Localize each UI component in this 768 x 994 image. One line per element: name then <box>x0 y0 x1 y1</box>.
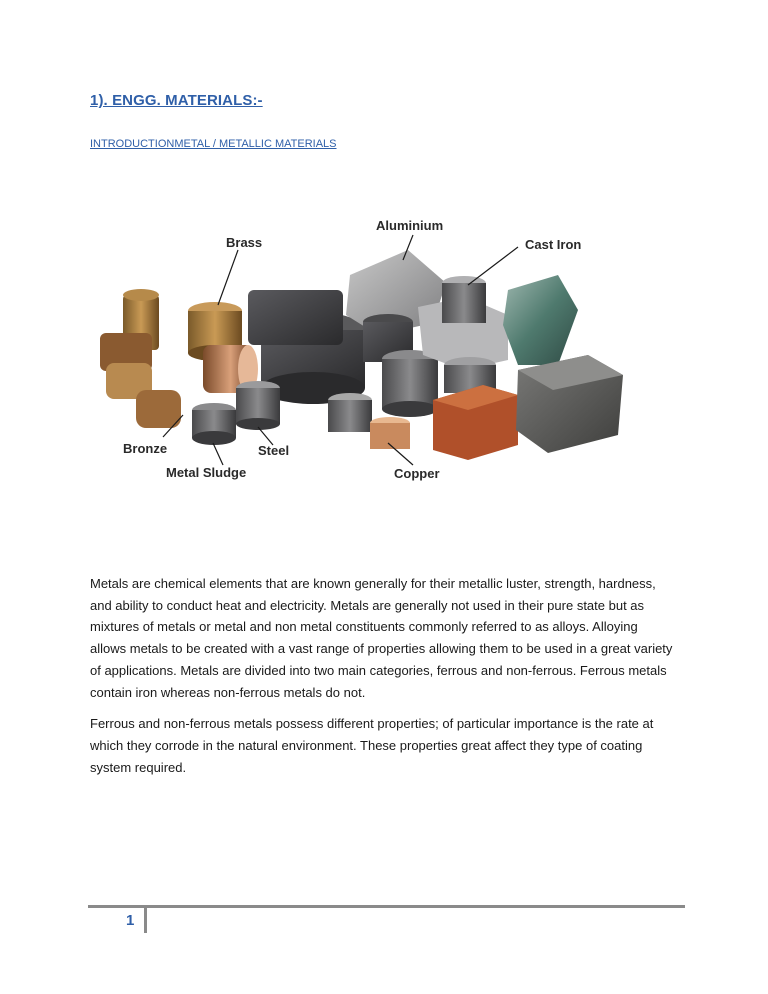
label-steel: Steel <box>258 443 290 458</box>
label-brass: Brass <box>226 235 263 250</box>
bronze-piece-3 <box>136 390 181 428</box>
brass-pointer <box>218 250 238 305</box>
footer-divider <box>144 908 147 933</box>
label-aluminium: Aluminium <box>376 218 444 233</box>
label-bronze: Bronze <box>123 441 168 456</box>
page-number: 1 <box>126 912 135 929</box>
body-text <box>90 573 675 778</box>
metals-figure <box>88 205 648 505</box>
metal-sludge-base <box>192 431 236 445</box>
cast-iron-block <box>503 275 578 365</box>
label-cast-iron: Cast Iron <box>525 237 582 252</box>
big-steel-cylinder-base <box>382 401 438 417</box>
grey-disc-body <box>328 400 372 432</box>
steel-cylinder-base <box>236 418 280 430</box>
cast-iron-cylinder-body <box>442 283 486 323</box>
label-metal-sludge: Metal Sludge <box>166 465 247 480</box>
label-copper: Copper <box>394 466 440 481</box>
paragraph-ferrous-properties: Ferrous and non-ferrous metals possess different properties; of particular importance is the rate at which they corrode in the natural environment. These properties great affect they type of coating system required. <box>90 716 654 775</box>
footer-rule <box>88 905 685 908</box>
metal-sludge-pointer <box>213 443 223 465</box>
page-heading: 1). ENGG. MATERIALS:- <box>90 92 263 109</box>
section-subheading: INTRODUCTIONMETAL / METALLIC MATERIALS <box>90 138 337 150</box>
brass-cylinder-tall-top <box>123 289 159 301</box>
dark-block <box>248 290 343 345</box>
cast-iron-pointer <box>468 247 518 285</box>
paragraph-metals-intro: Metals are chemical elements that are known generally for their metallic luster, strength, hardness, and ability to conduct heat and electricity. Metals are generally not used in their pure state but as mixtures of metals or metal and non metal constituents commonly referred to as alloys. Alloying allows metals to be created with a vast range of properties allowing them to be used in a great variety of applications. Metals are divided into two main categories, ferrous and non-ferrous. Ferrous metals contain iron whereas non-ferrous metals do not. <box>90 576 673 700</box>
